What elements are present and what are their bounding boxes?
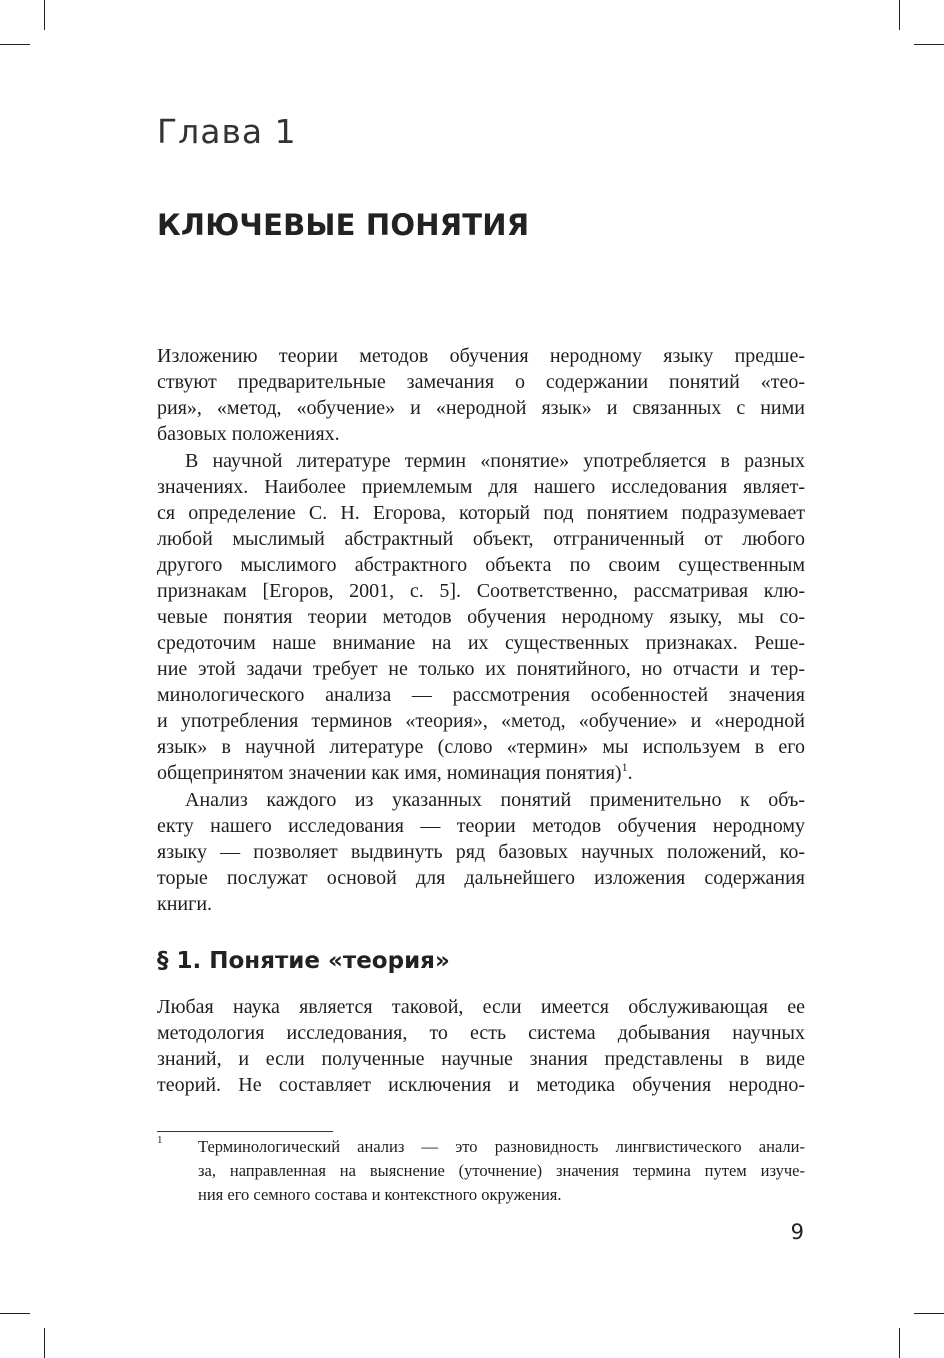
text-line-content: общепринятом значении как имя, номинация понятия) xyxy=(157,762,622,784)
text-line: Анализ каждого из указанных понятий применительно к объ- xyxy=(185,789,805,811)
footnote-divider xyxy=(157,1131,333,1132)
section-title: § 1. Понятие «теория» xyxy=(157,948,450,974)
crop-mark xyxy=(44,1328,45,1358)
text-line: язык» в научной литературе (слово «термин» мы используем в его xyxy=(157,736,805,758)
text-line: ся определение С. Н. Егорова, который под понятием подразумевает xyxy=(157,502,805,524)
text-line: торые послужат основой для дальнейшего изложения содержания xyxy=(157,867,805,889)
chapter-label: Глава 1 xyxy=(157,112,297,151)
text-line: В научной литературе термин «понятие» употребляется в разных xyxy=(185,450,805,472)
crop-mark xyxy=(899,0,900,30)
text-line: теорий. Не составляет исключения и методика обучения неродно- xyxy=(157,1074,805,1096)
footnote-line: Терминологический анализ — это разновидность лингвистического анали- xyxy=(198,1137,805,1156)
text-line: знаний, и если полученные научные знания представлены в виде xyxy=(157,1048,805,1070)
text-line: другого мыслимого абстрактного объекта по своим существенным xyxy=(157,554,805,576)
text-line xyxy=(157,760,805,786)
text-line: средоточим наше внимание на их существенных признаках. Реше- xyxy=(157,632,805,654)
footnote-reference[interactable]: 1 xyxy=(621,760,628,774)
text-line: книги. xyxy=(157,893,213,915)
chapter-title: КЛЮЧЕВЫЕ ПОНЯТИЯ xyxy=(157,208,530,242)
text-line: ствуют предварительные замечания о содержании понятий «тео- xyxy=(157,371,805,393)
text-line: рия», «метод, «обучение» и «неродной язык» и связанных с ними xyxy=(157,397,805,419)
crop-mark xyxy=(0,44,30,45)
text-line: базовых положениях. xyxy=(157,423,340,445)
text-line: Изложению теории методов обучения неродному языку предше- xyxy=(157,345,805,367)
text-line-tail: . xyxy=(627,762,633,784)
text-line: признакам [Егоров, 2001, с. 5]. Соответственно, рассматривая клю- xyxy=(157,580,805,602)
text-line: екту нашего исследования — теории методов обучения неродному xyxy=(157,815,805,837)
crop-mark xyxy=(914,44,944,45)
text-line: ние этой задачи требует не только их понятийного, но отчасти и тер- xyxy=(157,658,805,680)
text-line: и употребления терминов «теория», «метод, «обучение» и «неродной xyxy=(157,710,805,732)
crop-mark xyxy=(44,0,45,30)
crop-mark xyxy=(899,1328,900,1358)
footnote-marker: 1 xyxy=(157,1134,163,1146)
footnote-line: ния его семного состава и контекстного окружения. xyxy=(198,1185,562,1204)
text-line: Любая наука является таковой, если имеется обслуживающая ее xyxy=(157,996,805,1018)
page-number: 9 xyxy=(790,1220,804,1244)
text-line: любой мыслимый абстрактный объект, отграниченный от любого xyxy=(157,528,805,550)
crop-mark xyxy=(914,1313,944,1314)
text-line: чевые понятия теории методов обучения неродному языку, мы со- xyxy=(157,606,805,628)
text-line: языку — позволяет выдвинуть ряд базовых научных положений, ко- xyxy=(157,841,805,863)
text-line: минологического анализа — рассмотрения особенностей значения xyxy=(157,684,805,706)
footnote-line: за, направленная на выяснение (уточнение) значения термина путем изуче- xyxy=(198,1161,805,1180)
text-line: методология исследования, то есть система добывания научных xyxy=(157,1022,805,1044)
crop-mark xyxy=(0,1313,30,1314)
text-line: значениях. Наиболее приемлемым для нашего исследования являет- xyxy=(157,476,805,498)
